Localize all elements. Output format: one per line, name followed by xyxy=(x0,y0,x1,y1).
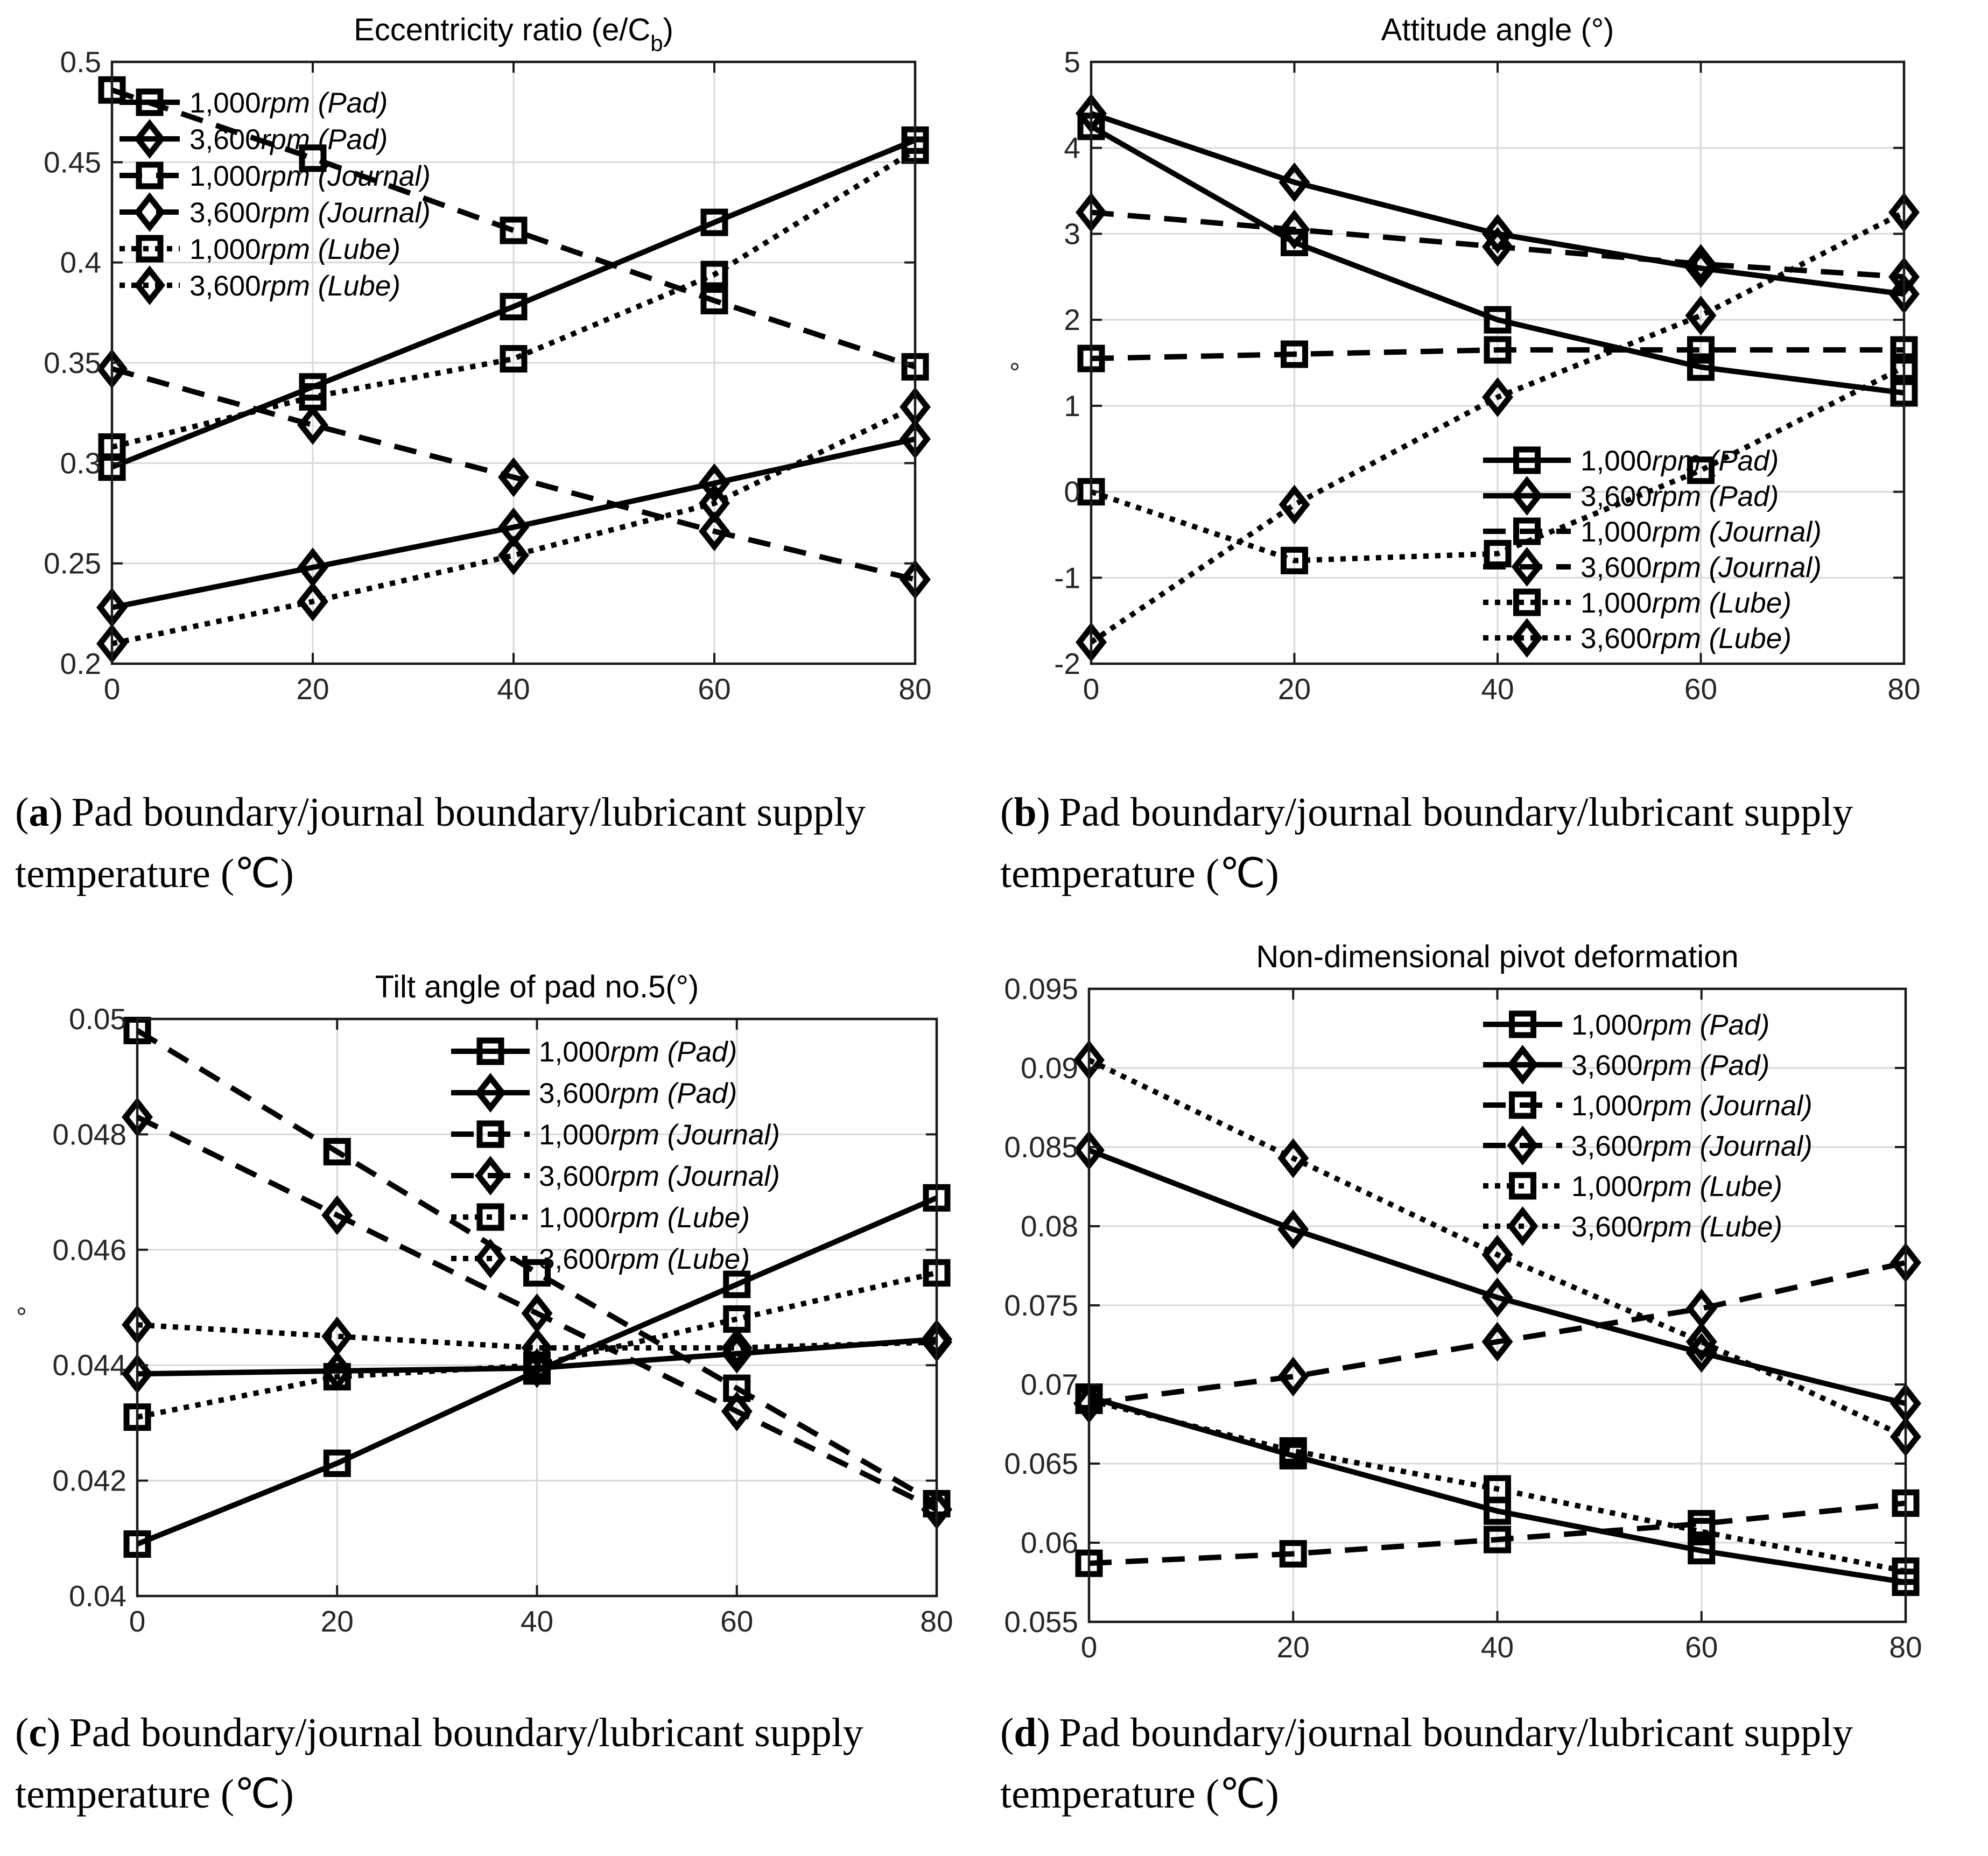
chart-title: Non-dimensional pivot deformation xyxy=(1256,939,1739,974)
y-tick-label: 0.048 xyxy=(52,1117,127,1151)
y-tick-label: 5 xyxy=(1064,45,1080,79)
legend-label-lube-3600: 3,600rpm (Lube) xyxy=(189,270,401,302)
y-tick-label: 0.044 xyxy=(52,1348,127,1382)
chart-title: Attitude angle (°) xyxy=(1381,12,1614,47)
caption-c xyxy=(15,1702,979,1825)
y-tick-label: 0.3 xyxy=(60,446,101,480)
x-tick-label: 20 xyxy=(320,1605,354,1638)
legend-label-journal-3600: 3,600rpm (Journal) xyxy=(539,1161,780,1192)
y-tick-label: 0.042 xyxy=(52,1464,127,1498)
x-tick-label: 0 xyxy=(1080,1630,1098,1664)
legend-label-pad-3600: 3,600rpm (Pad) xyxy=(1580,481,1779,512)
caption-text-line2: temperature (℃) xyxy=(1000,851,1279,896)
y-tick-label: -1 xyxy=(1054,561,1080,595)
caption-letter: (b) xyxy=(1000,790,1050,835)
y-tick-label: 0.085 xyxy=(1004,1130,1078,1164)
y-tick-label: 0.06 xyxy=(1020,1526,1078,1559)
x-tick-label: 60 xyxy=(720,1605,754,1638)
x-tick-label: 0 xyxy=(1083,672,1100,706)
grid-lines xyxy=(137,1019,937,1596)
y-tick-label: 1 xyxy=(1064,389,1080,423)
legend-label-lube-3600: 3,600rpm (Lube) xyxy=(1571,1211,1782,1243)
legend-marker-lube-3600 xyxy=(138,270,161,300)
legend-label-journal-3600: 3,600rpm (Journal) xyxy=(1571,1130,1813,1162)
x-tick-label: 20 xyxy=(1277,672,1311,706)
legend-marker-journal-3600 xyxy=(138,197,161,227)
caption-text-line1: Pad boundary/journal boundary/lubricant supply xyxy=(1058,790,1853,835)
y-tick-label: 0.07 xyxy=(1020,1368,1078,1401)
chart-d xyxy=(996,937,1988,1706)
y-tick-label: 0.04 xyxy=(68,1579,127,1613)
x-tick-label: 20 xyxy=(296,672,329,706)
x-tick-label: 0 xyxy=(129,1605,146,1638)
chart-a xyxy=(0,0,996,770)
y-tick-label: 0.5 xyxy=(60,45,101,79)
legend-label-pad-1000: 1,000rpm (Pad) xyxy=(189,87,388,119)
legend xyxy=(1483,445,1822,655)
legend-label-journal-1000: 1,000rpm (Journal) xyxy=(1580,516,1822,548)
chart-b xyxy=(996,0,1988,770)
caption-text-line1: Pad boundary/journal boundary/lubricant supply xyxy=(71,790,866,835)
y-tick-label: 0.4 xyxy=(60,245,101,279)
caption-text-line2: temperature (℃) xyxy=(1000,1771,1279,1817)
legend-label-journal-3600: 3,600rpm (Journal) xyxy=(1580,552,1822,583)
y-tick-label: 2 xyxy=(1064,303,1080,337)
legend-label-lube-1000: 1,000rpm (Lube) xyxy=(189,234,401,265)
caption-b xyxy=(1000,782,1964,904)
x-tick-label: 40 xyxy=(497,672,530,706)
y-tick-label: 0.046 xyxy=(52,1233,127,1267)
y-tick-label: 3 xyxy=(1064,217,1080,251)
y-tick-label: 0.09 xyxy=(1020,1051,1078,1085)
x-tick-label: 40 xyxy=(1480,1630,1514,1664)
y-tick-label: 0.25 xyxy=(43,546,101,580)
legend-label-pad-3600: 3,600rpm (Pad) xyxy=(1571,1050,1770,1081)
legend-label-journal-1000: 1,000rpm (Journal) xyxy=(1571,1090,1813,1122)
y-tick-label: 4 xyxy=(1064,131,1080,165)
legend-label-lube-3600: 3,600rpm (Lube) xyxy=(539,1243,750,1275)
chart-title: Eccentricity ratio $(e/C_b)$ xyxy=(354,12,673,56)
legend xyxy=(120,87,431,302)
x-tick-label: 60 xyxy=(698,672,731,706)
legend-label-lube-1000: 1,000rpm (Lube) xyxy=(1580,587,1792,619)
legend-label-pad-1000: 1,000rpm (Pad) xyxy=(1571,1009,1770,1041)
y-axis-label: ° xyxy=(1009,357,1020,388)
caption-text-line2: temperature (℃) xyxy=(15,851,294,896)
chart-c xyxy=(0,937,996,1706)
x-tick-label: 60 xyxy=(1684,672,1718,706)
legend xyxy=(1483,1009,1813,1243)
legend-label-journal-3600: 3,600rpm (Journal) xyxy=(189,197,431,229)
y-tick-label: 0.45 xyxy=(43,145,101,179)
legend-label-journal-1000: 1,000rpm (Journal) xyxy=(539,1119,780,1151)
y-tick-label: 0.065 xyxy=(1004,1447,1078,1480)
x-tick-label: 40 xyxy=(520,1605,554,1638)
chart-title: Tilt angle of pad no.5(°) xyxy=(375,969,699,1004)
caption-a xyxy=(15,782,979,904)
legend-label-lube-3600: 3,600rpm (Lube) xyxy=(1580,623,1792,655)
legend-label-lube-1000: 1,000rpm (Lube) xyxy=(539,1202,750,1234)
caption-letter: (d) xyxy=(1000,1710,1050,1755)
legend-label-lube-1000: 1,000rpm (Lube) xyxy=(1571,1171,1782,1203)
x-tick-label: 60 xyxy=(1685,1630,1718,1664)
caption-letter: (c) xyxy=(15,1710,61,1755)
y-tick-label: 0.08 xyxy=(1020,1210,1078,1243)
x-tick-label: 20 xyxy=(1276,1630,1310,1664)
y-tick-label: 0.2 xyxy=(60,647,101,680)
caption-text-line1: Pad boundary/journal boundary/lubricant supply xyxy=(1058,1710,1853,1755)
tick-labels xyxy=(52,1002,953,1638)
x-tick-label: 80 xyxy=(1889,1630,1922,1664)
x-tick-label: 80 xyxy=(898,672,932,706)
legend xyxy=(451,1036,780,1275)
legend-label-pad-1000: 1,000rpm (Pad) xyxy=(539,1036,737,1068)
caption-d xyxy=(1000,1702,1964,1825)
tick-labels xyxy=(44,45,932,706)
legend-label-pad-3600: 3,600rpm (Pad) xyxy=(189,124,388,156)
y-tick-label: 0.075 xyxy=(1004,1289,1078,1322)
legend-label-pad-3600: 3,600rpm (Pad) xyxy=(539,1078,737,1109)
y-tick-label: 0.05 xyxy=(68,1002,127,1036)
y-tick-label: 0.095 xyxy=(1004,972,1078,1006)
caption-text-line1: Pad boundary/journal boundary/lubricant supply xyxy=(69,1710,863,1755)
x-tick-label: 0 xyxy=(103,672,121,706)
legend-marker-lube-3600 xyxy=(1515,623,1539,653)
x-tick-label: 40 xyxy=(1481,672,1514,706)
legend-label-pad-1000: 1,000rpm (Pad) xyxy=(1580,445,1779,477)
caption-letter: (a) xyxy=(15,790,63,835)
y-axis-label: ° xyxy=(16,1302,27,1332)
y-tick-label: 0.055 xyxy=(1004,1605,1078,1639)
caption-text-line2: temperature (℃) xyxy=(15,1771,294,1817)
x-tick-label: 80 xyxy=(920,1605,953,1638)
x-tick-label: 80 xyxy=(1887,672,1921,706)
y-tick-label: -2 xyxy=(1054,647,1080,680)
y-tick-label: 0.35 xyxy=(43,346,101,379)
legend-label-journal-1000: 1,000rpm (Journal) xyxy=(189,160,431,192)
y-tick-label: 0 xyxy=(1064,475,1080,509)
